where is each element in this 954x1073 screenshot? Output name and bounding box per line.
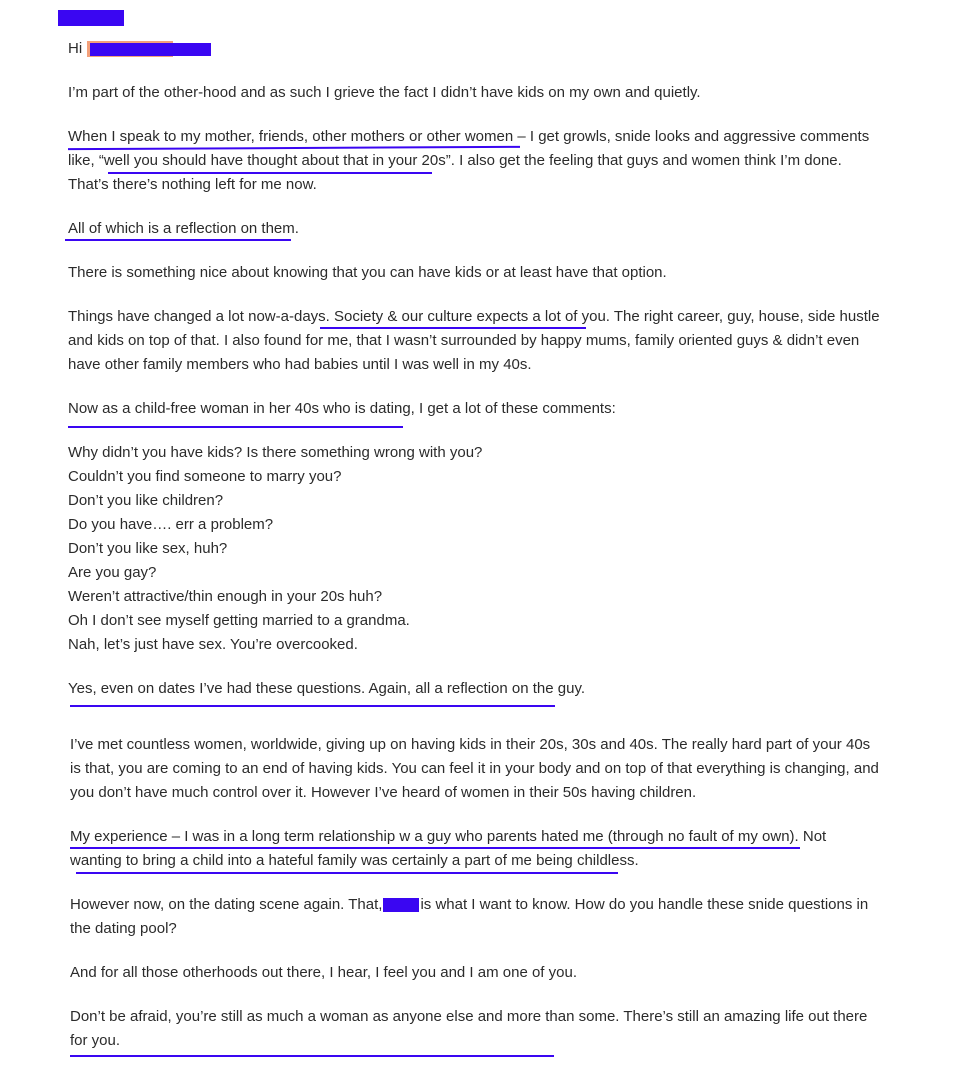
question-item: Oh I don’t see myself getting married to a grandma.: [68, 612, 410, 629]
question-item: Why didn’t you have kids? Is there something wrong with you?: [68, 444, 483, 461]
greeting-text: Hi: [68, 40, 83, 57]
paragraph-11: And for all those otherhoods out there, I hear, I feel you and I am one of you.: [70, 964, 577, 981]
paragraph-2-line-1: When I speak to my mother, friends, other mothers or other women – I get growls, snide looks and aggressive comments: [68, 128, 870, 145]
redacted-title: [58, 10, 124, 26]
question-item: Don’t you like children?: [68, 492, 224, 509]
question-item: Are you gay?: [68, 564, 157, 581]
paragraph-5-line-1: Things have changed a lot now-a-days. Society & our culture expects a lot of you. The right career, guy, house, side hustle: [68, 308, 880, 325]
paragraph-5-line-3: have other family members who had babies until I was well in my 40s.: [68, 356, 532, 373]
underline-mark: [108, 172, 432, 174]
question-item: Couldn’t you find someone to marry you?: [68, 468, 342, 485]
question-item: Weren’t attractive/thin enough in your 20s huh?: [68, 588, 383, 605]
paragraph-7: Yes, even on dates I’ve had these questions. Again, all a reflection on the guy.: [68, 680, 586, 697]
paragraph-8-line-1: I’ve met countless women, worldwide, giving up on having kids in their 20s, 30s and 40s. The really hard part of your 40s: [70, 736, 871, 753]
underline-mark: [70, 847, 800, 849]
underline-mark: [320, 327, 586, 329]
paragraph-10-line-1: [70, 893, 868, 917]
paragraph-8-line-3: you don’t have much control over it. However I’ve heard of women in their 50s having children.: [70, 784, 697, 801]
underline-mark: [76, 872, 618, 874]
greeting-line: [68, 37, 82, 61]
paragraph-2-line-3: That’s there’s nothing left for me now.: [68, 176, 317, 193]
paragraph-3: All of which is a reflection on them.: [68, 220, 299, 237]
redacted-name: [90, 43, 211, 56]
underline-mark: [65, 239, 291, 241]
paragraph-9-line-1: My experience – I was in a long term relationship w a guy who parents hated me (through no fault of my own). Not: [70, 828, 827, 845]
paragraph-12-line-2: for you.: [70, 1032, 121, 1049]
paragraph-10-text-b: is what I want to know. How do you handle these snide questions in: [420, 896, 869, 913]
paragraph-10-line-2: the dating pool?: [70, 920, 177, 937]
paragraph-4: There is something nice about knowing that you can have kids or at least have that option.: [68, 264, 667, 281]
paragraph-6: Now as a child-free woman in her 40s who is dating, I get a lot of these comments:: [68, 400, 616, 417]
question-item: Nah, let’s just have sex. You’re overcooked.: [68, 636, 358, 653]
paragraph-5-line-2: and kids on top of that. I also found for me, that I wasn’t surrounded by happy mums, family oriented guys & didn’t even: [68, 332, 860, 349]
paragraph-1: I’m part of the other-hood and as such I grieve the fact I didn’t have kids on my own and quietly.: [68, 84, 701, 101]
underline-mark: [68, 426, 403, 428]
paragraph-9-line-2: wanting to bring a child into a hateful family was certainly a part of me being childless.: [70, 852, 639, 869]
redacted-word: [383, 898, 419, 912]
paragraph-12-line-1: Don’t be afraid, you’re still as much a woman as anyone else and more than some. There’s still an amazing life out there: [70, 1008, 868, 1025]
question-item: Don’t you like sex, huh?: [68, 540, 228, 557]
question-item: Do you have…. err a problem?: [68, 516, 274, 533]
underline-mark: [70, 705, 555, 707]
paragraph-2-line-2: like, “well you should have thought about that in your 20s”. I also get the feeling that guys and women think I’m done.: [68, 152, 842, 169]
paragraph-8-line-2: is that, you are coming to an end of having kids. You can feel it in your body and on top of that everything is changing, and: [70, 760, 879, 777]
paragraph-10-text-a: However now, on the dating scene again. That,: [70, 896, 383, 913]
underline-mark: [70, 1055, 554, 1057]
